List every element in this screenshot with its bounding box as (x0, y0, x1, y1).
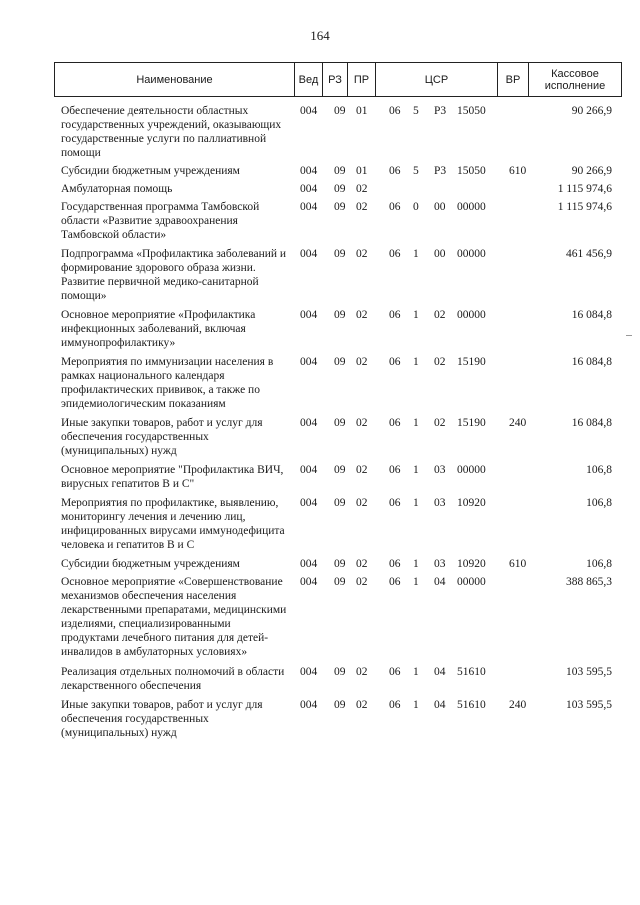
cell-p4: 00000 (457, 309, 486, 321)
table-row (0, 496, 640, 552)
cell-pr: 02 (356, 183, 368, 195)
row-name: Иные закупки товаров, работ и услуг для обеспечения государственных (муниципальных) нужд (61, 417, 263, 457)
cell-sum: 103 595,5 (566, 699, 612, 711)
cell-p4: 51610 (457, 699, 486, 711)
cell-ved: 004 (300, 309, 318, 321)
cell-p1: 06 (389, 248, 401, 260)
cell-p1: 06 (389, 576, 401, 588)
cell-sum: 1 115 974,6 (557, 201, 612, 213)
cell-rz: 09 (334, 105, 346, 117)
cell-p4: 51610 (457, 666, 486, 678)
cell-p2: 1 (413, 497, 419, 509)
cell-rz: 09 (334, 248, 346, 260)
row-name: Государственная программа Тамбовской области «Развитие здравоохранения Тамбовской области» (61, 201, 260, 241)
cell-p1: 06 (389, 699, 401, 711)
scan-mark (626, 335, 632, 336)
cell-pr: 01 (356, 105, 368, 117)
cell-p2: 1 (413, 248, 419, 260)
cell-sum: 106,8 (586, 558, 612, 570)
cell-pr: 02 (356, 356, 368, 368)
cell-p3: 02 (434, 356, 446, 368)
row-name: Основное мероприятие «Совершенствование механизмов обеспечения населения лекарственными препаратами, медицинскими изделиями, специализированными продуктами лечебного питания для детей-инвалидов в амбулаторных условиях» (61, 576, 287, 658)
cell-rz: 09 (334, 464, 346, 476)
cell-p4: 00000 (457, 464, 486, 476)
table-row (0, 308, 640, 350)
cell-pr: 02 (356, 666, 368, 678)
header-rz: РЗ (323, 63, 348, 96)
cell-sum: 106,8 (586, 497, 612, 509)
cell-p3: 03 (434, 464, 446, 476)
cell-p3: 02 (434, 309, 446, 321)
cell-p3: Р3 (434, 105, 447, 117)
cell-rz: 09 (334, 356, 346, 368)
cell-p3: Р3 (434, 165, 447, 177)
cell-ved: 004 (300, 165, 318, 177)
cell-p2: 1 (413, 576, 419, 588)
cell-p4: 00000 (457, 201, 486, 213)
cell-pr: 02 (356, 309, 368, 321)
row-name: Реализация отдельных полномочий в области лекарственного обеспечения (61, 666, 285, 692)
cell-p2: 1 (413, 666, 419, 678)
cell-p2: 1 (413, 464, 419, 476)
cell-p2: 5 (413, 105, 419, 117)
cell-pr: 02 (356, 248, 368, 260)
row-name: Основное мероприятие "Профилактика ВИЧ, вирусных гепатитов В и С" (61, 464, 284, 490)
row-name: Основное мероприятие «Профилактика инфекционных заболеваний, включая иммунопрофилактику» (61, 309, 256, 349)
cell-p1: 06 (389, 165, 401, 177)
cell-rz: 09 (334, 497, 346, 509)
cell-p3: 04 (434, 576, 446, 588)
table-row (0, 355, 640, 411)
row-name: Мероприятия по профилактике, выявлению, мониторингу лечения и лечению лиц, инфицированных вирусами иммунодефицита человека и гепатитов В и С (61, 497, 285, 551)
header-vr: ВР (498, 63, 529, 96)
cell-p4: 15050 (457, 105, 486, 117)
header-csr: ЦСР (376, 63, 498, 96)
cell-ved: 004 (300, 105, 318, 117)
cell-p3: 04 (434, 666, 446, 678)
cell-sum: 90 266,9 (571, 105, 612, 117)
cell-ved: 004 (300, 464, 318, 476)
row-name: Субсидии бюджетным учреждениям (61, 558, 240, 570)
cell-sum: 106,8 (586, 464, 612, 476)
table-row (0, 416, 640, 458)
cell-p2: 5 (413, 165, 419, 177)
row-name: Подпрограмма «Профилактика заболеваний и формирование здорового образа жизни. Развитие первичной медико-санитарной помощи» (61, 248, 287, 302)
cell-vr: 240 (509, 417, 527, 429)
cell-p2: 1 (413, 558, 419, 570)
cell-p1: 06 (389, 497, 401, 509)
header-name: Наименование (55, 63, 295, 96)
cell-ved: 004 (300, 558, 318, 570)
cell-p2: 1 (413, 356, 419, 368)
cell-ved: 004 (300, 183, 318, 195)
cell-rz: 09 (334, 183, 346, 195)
header-pr: ПР (348, 63, 376, 96)
cell-sum: 388 865,3 (566, 576, 612, 588)
cell-pr: 02 (356, 201, 368, 213)
cell-p1: 06 (389, 201, 401, 213)
cell-p3: 03 (434, 497, 446, 509)
cell-pr: 02 (356, 417, 368, 429)
cell-p1: 06 (389, 464, 401, 476)
cell-ved: 004 (300, 666, 318, 678)
cell-vr: 240 (509, 699, 527, 711)
cell-vr: 610 (509, 165, 527, 177)
cell-p4: 15190 (457, 356, 486, 368)
row-name: Обеспечение деятельности областных государственных учреждений, оказывающих государственные услуги по паллиативной помощи (61, 105, 282, 159)
cell-rz: 09 (334, 309, 346, 321)
cell-p3: 04 (434, 699, 446, 711)
header-ved: Вед (295, 63, 323, 96)
cell-p1: 06 (389, 666, 401, 678)
cell-rz: 09 (334, 201, 346, 213)
cell-ved: 004 (300, 417, 318, 429)
table-row (0, 698, 640, 740)
row-name: Иные закупки товаров, работ и услуг для обеспечения государственных (муниципальных) нужд (61, 699, 263, 739)
cell-sum: 16 084,8 (571, 417, 612, 429)
table-row (0, 463, 640, 491)
table-row (0, 247, 640, 303)
table-row (0, 104, 640, 160)
cell-ved: 004 (300, 699, 318, 711)
row-name: Мероприятия по иммунизации населения в рамках национального календаря профилактических прививок, а также по эпидемиологическим показаниям (61, 356, 274, 410)
table-row (0, 557, 640, 571)
cell-p1: 06 (389, 105, 401, 117)
row-name: Субсидии бюджетным учреждениям (61, 165, 240, 177)
table-body (0, 104, 640, 740)
cell-p2: 1 (413, 309, 419, 321)
cell-p1: 06 (389, 417, 401, 429)
cell-rz: 09 (334, 558, 346, 570)
cell-sum: 461 456,9 (566, 248, 612, 260)
cell-rz: 09 (334, 576, 346, 588)
cell-p2: 0 (413, 201, 419, 213)
cell-rz: 09 (334, 417, 346, 429)
cell-pr: 02 (356, 699, 368, 711)
table-row (0, 575, 640, 659)
cell-p3: 00 (434, 201, 446, 213)
cell-p4: 15050 (457, 165, 486, 177)
cell-vr: 610 (509, 558, 527, 570)
table-row (0, 665, 640, 693)
cell-pr: 02 (356, 464, 368, 476)
table-header (54, 62, 622, 97)
cell-p3: 00 (434, 248, 446, 260)
cell-sum: 16 084,8 (571, 309, 612, 321)
table-row (0, 164, 640, 178)
cell-ved: 004 (300, 576, 318, 588)
budget-table (54, 62, 622, 98)
cell-pr: 01 (356, 165, 368, 177)
cell-sum: 90 266,9 (571, 165, 612, 177)
cell-ved: 004 (300, 201, 318, 213)
cell-p4: 00000 (457, 576, 486, 588)
cell-p3: 03 (434, 558, 446, 570)
cell-rz: 09 (334, 666, 346, 678)
cell-sum: 1 115 974,6 (557, 183, 612, 195)
cell-p1: 06 (389, 309, 401, 321)
cell-p1: 06 (389, 558, 401, 570)
cell-pr: 02 (356, 497, 368, 509)
cell-sum: 16 084,8 (571, 356, 612, 368)
cell-p1: 06 (389, 356, 401, 368)
header-sum: Кассовое исполнение (544, 67, 606, 92)
cell-p2: 1 (413, 699, 419, 711)
cell-rz: 09 (334, 699, 346, 711)
table-row (0, 200, 640, 242)
cell-ved: 004 (300, 497, 318, 509)
cell-rz: 09 (334, 165, 346, 177)
table-row (0, 182, 640, 196)
row-name: Амбулаторная помощь (61, 183, 173, 195)
cell-pr: 02 (356, 558, 368, 570)
cell-ved: 004 (300, 248, 318, 260)
cell-pr: 02 (356, 576, 368, 588)
cell-p4: 00000 (457, 248, 486, 260)
cell-p4: 15190 (457, 417, 486, 429)
cell-p4: 10920 (457, 497, 486, 509)
cell-ved: 004 (300, 356, 318, 368)
cell-p3: 02 (434, 417, 446, 429)
page-number: 164 (310, 28, 330, 43)
cell-p2: 1 (413, 417, 419, 429)
cell-sum: 103 595,5 (566, 666, 612, 678)
cell-p4: 10920 (457, 558, 486, 570)
